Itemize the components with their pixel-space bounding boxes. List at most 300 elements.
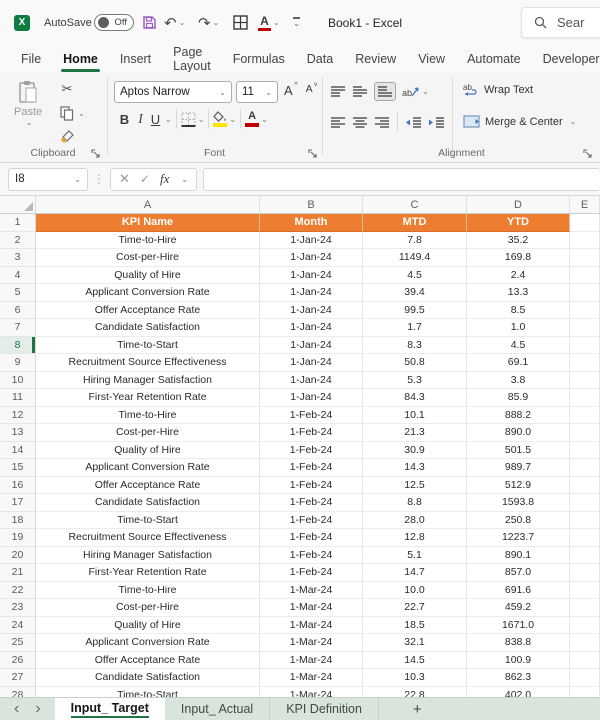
font-color-dropdown-icon2[interactable]: ⌄ [261, 114, 268, 124]
row-header-24[interactable]: 24 [0, 617, 36, 635]
redo-button[interactable] [198, 0, 219, 45]
ribbon-tab-review[interactable]: Review [355, 51, 397, 66]
row-header-9[interactable]: 9 [0, 354, 36, 372]
row-header-23[interactable]: 23 [0, 599, 36, 617]
alignment-dialog-launcher[interactable] [583, 149, 592, 158]
align-middle-button[interactable] [352, 85, 368, 98]
ribbon-tab-developer[interactable]: Developer [542, 51, 600, 66]
cell-A16[interactable]: Offer Acceptance Rate [36, 477, 260, 495]
row-header-25[interactable]: 25 [0, 634, 36, 652]
customize-toolbar-icon: ⌄ [293, 18, 300, 28]
cell-E13[interactable] [570, 424, 600, 442]
cell-B25[interactable]: 1-Mar-24 [260, 634, 363, 652]
cell-C22[interactable]: 10.0 [363, 582, 467, 600]
cell-A13[interactable]: Cost-per-Hire [36, 424, 260, 442]
font-name-select[interactable] [114, 81, 232, 103]
toggle-knob-icon [98, 17, 109, 28]
align-bottom-button[interactable] [374, 82, 396, 101]
cell-D15[interactable]: 989.7 [467, 459, 570, 477]
column-header-D[interactable]: D [467, 196, 570, 213]
cell-E4[interactable] [570, 267, 600, 285]
row-header-4[interactable]: 4 [0, 267, 36, 285]
cell-E17[interactable] [570, 494, 600, 512]
cell-A15[interactable]: Applicant Conversion Rate [36, 459, 260, 477]
row-header-5[interactable]: 5 [0, 284, 36, 302]
sheet-row-6 [0, 302, 600, 320]
redo-icon: ↷ [198, 14, 211, 32]
cell-B24[interactable]: 1-Mar-24 [260, 617, 363, 635]
cell-A17[interactable]: Candidate Satisfaction [36, 494, 260, 512]
cell-C26[interactable]: 14.5 [363, 652, 467, 670]
cell-B12[interactable]: 1-Feb-24 [260, 407, 363, 425]
sheet-row-5 [0, 284, 600, 302]
cell-D1[interactable]: YTD [467, 214, 570, 232]
cell-D11[interactable]: 85.9 [467, 389, 570, 407]
paste-button[interactable] [14, 80, 42, 127]
cell-C5[interactable]: 39.4 [363, 284, 467, 302]
row-header-13[interactable]: 13 [0, 424, 36, 442]
ribbon-tab-file[interactable]: File [21, 51, 42, 66]
sheet-row-14 [0, 442, 600, 460]
row-header-2[interactable]: 2 [0, 232, 36, 250]
select-all-corner[interactable] [0, 196, 36, 213]
cell-A7[interactable]: Candidate Satisfaction [36, 319, 260, 337]
font-group [108, 72, 321, 162]
format-painter-button[interactable] [58, 128, 76, 146]
cell-D20[interactable]: 890.1 [467, 547, 570, 565]
search-input[interactable] [521, 7, 600, 38]
fx-dropdown-icon[interactable]: ⌄ [181, 174, 189, 184]
cell-B2[interactable]: 1-Jan-24 [260, 232, 363, 250]
cell-D18[interactable]: 250.8 [467, 512, 570, 530]
row-header-10[interactable]: 10 [0, 372, 36, 390]
row-header-22[interactable]: 22 [0, 582, 36, 600]
borders-grid-icon [233, 15, 248, 30]
cell-B15[interactable]: 1-Feb-24 [260, 459, 363, 477]
cell-A14[interactable]: Quality of Hire [36, 442, 260, 460]
ribbon-tab-automate[interactable]: Automate [467, 51, 521, 66]
sheet-tab-kpi-definition[interactable]: KPI Definition [270, 698, 379, 720]
cell-E15[interactable] [570, 459, 600, 477]
next-sheet-icon[interactable]: › [35, 700, 41, 717]
borders-quick-button[interactable] [233, 0, 248, 45]
cell-C4[interactable]: 4.5 [363, 267, 467, 285]
cell-D28[interactable]: 402.0 [467, 687, 570, 698]
cell-B26[interactable]: 1-Mar-24 [260, 652, 363, 670]
align-center-button[interactable] [352, 116, 368, 129]
fill-color-icon [213, 111, 227, 122]
column-headers [0, 196, 600, 214]
autosave-state: Off [114, 17, 127, 28]
font-color-quick-button[interactable] [258, 0, 280, 45]
orientation-button[interactable] [402, 84, 429, 99]
cell-B19[interactable]: 1-Feb-24 [260, 529, 363, 547]
cell-D4[interactable]: 2.4 [467, 267, 570, 285]
font-size-value: 11 [242, 86, 254, 98]
alignment-group [323, 72, 600, 162]
cell-E28[interactable] [570, 687, 600, 698]
cut-button[interactable]: ✂ [61, 81, 73, 96]
cell-A3[interactable]: Cost-per-Hire [36, 249, 260, 267]
font-color-dropdown-icon[interactable]: ⌄ [273, 18, 280, 27]
cell-D10[interactable]: 3.8 [467, 372, 570, 390]
alignment-group-label: Alignment [438, 147, 485, 159]
ribbon [0, 72, 600, 163]
font-color-icon: A [258, 15, 271, 31]
cell-C14[interactable]: 30.9 [363, 442, 467, 460]
ribbon-tab-formulas[interactable]: Formulas [232, 51, 285, 66]
cell-C25[interactable]: 32.1 [363, 634, 467, 652]
row-header-12[interactable]: 12 [0, 407, 36, 425]
save-button[interactable] [142, 0, 157, 45]
cell-C2[interactable]: 7.8 [363, 232, 467, 250]
cell-C10[interactable]: 5.3 [363, 372, 467, 390]
cell-E14[interactable] [570, 442, 600, 460]
formula-bar-handle-icon[interactable]: ⋮ [93, 172, 105, 186]
paste-dropdown-icon[interactable]: ⌄ [25, 118, 33, 127]
cell-C16[interactable]: 12.5 [363, 477, 467, 495]
cell-E11[interactable] [570, 389, 600, 407]
ribbon-tab-view[interactable]: View [418, 51, 446, 66]
undo-button[interactable] [164, 0, 185, 45]
row-header-17[interactable]: 17 [0, 494, 36, 512]
cell-E10[interactable] [570, 372, 600, 390]
cell-E19[interactable] [570, 529, 600, 547]
paste-label: Paste [14, 106, 43, 118]
bold-button[interactable]: B [119, 111, 130, 127]
fill-color-dropdown-icon[interactable]: ⌄ [229, 114, 237, 124]
formula-bar [0, 163, 600, 196]
cell-C23[interactable]: 22.7 [363, 599, 467, 617]
font-size-select[interactable] [236, 81, 278, 103]
cell-B7[interactable]: 1-Jan-24 [260, 319, 363, 337]
cell-D17[interactable]: 1593.8 [467, 494, 570, 512]
cell-E27[interactable] [570, 669, 600, 687]
increase-indent-button[interactable] [428, 116, 445, 129]
row-header-20[interactable]: 20 [0, 547, 36, 565]
cell-A22[interactable]: Time-to-Hire [36, 582, 260, 600]
cell-C20[interactable]: 5.1 [363, 547, 467, 565]
clipboard-group-label: Clipboard [30, 147, 76, 159]
name-box[interactable] [8, 168, 88, 191]
cell-D6[interactable]: 8.5 [467, 302, 570, 320]
cell-D9[interactable]: 69.1 [467, 354, 570, 372]
cell-B17[interactable]: 1-Feb-24 [260, 494, 363, 512]
borders-dropdown-icon[interactable]: ⌄ [197, 114, 205, 124]
decrease-font-button[interactable]: A ˅ [305, 82, 318, 95]
align-right-button[interactable] [374, 116, 390, 129]
cell-D22[interactable]: 691.6 [467, 582, 570, 600]
cell-E24[interactable] [570, 617, 600, 635]
cell-E9[interactable] [570, 354, 600, 372]
cell-A1[interactable]: KPI Name [36, 214, 260, 232]
sheet-row-12 [0, 407, 600, 425]
cell-B3[interactable]: 1-Jan-24 [260, 249, 363, 267]
sheet-row-8 [0, 337, 600, 355]
align-top-button[interactable] [330, 85, 346, 98]
cell-E20[interactable] [570, 547, 600, 565]
font-name-value: Aptos Narrow [120, 86, 190, 98]
sheet-row-9 [0, 354, 600, 372]
fill-color-button[interactable] [213, 111, 227, 127]
copy-dropdown-icon[interactable]: ⌄ [78, 108, 85, 118]
save-icon [142, 15, 157, 30]
cell-D25[interactable]: 838.8 [467, 634, 570, 652]
font-size-dropdown-icon[interactable]: ⌄ [265, 87, 272, 97]
row-header-8[interactable]: 8 [0, 337, 36, 355]
ribbon-tabs [0, 45, 600, 72]
row-header-11[interactable]: 11 [0, 389, 36, 407]
sheet-row-15 [0, 459, 600, 477]
increase-font-button[interactable]: A ^ [284, 82, 298, 98]
clipboard-dialog-launcher[interactable] [91, 149, 100, 158]
sheet-row-28 [0, 687, 600, 698]
cell-A19[interactable]: Recruitment Source Effectiveness [36, 529, 260, 547]
cell-C17[interactable]: 8.8 [363, 494, 467, 512]
merge-center-icon [463, 115, 480, 128]
cell-B6[interactable]: 1-Jan-24 [260, 302, 363, 320]
sheet-row-16 [0, 477, 600, 495]
merge-center-button[interactable] [463, 115, 576, 128]
font-color-button[interactable] [245, 111, 259, 127]
sheet-row-22 [0, 582, 600, 600]
clipboard-group [0, 72, 106, 162]
cell-B21[interactable]: 1-Feb-24 [260, 564, 363, 582]
italic-button[interactable]: I [138, 111, 143, 126]
sheet-tab-input-actual[interactable]: Input_ Actual [165, 698, 270, 720]
cell-B16[interactable]: 1-Feb-24 [260, 477, 363, 495]
cell-E2[interactable] [570, 232, 600, 250]
font-dialog-launcher[interactable] [308, 149, 317, 158]
cell-D7[interactable]: 1.0 [467, 319, 570, 337]
row-header-26[interactable]: 26 [0, 652, 36, 670]
cell-D23[interactable]: 459.2 [467, 599, 570, 617]
copy-icon [60, 106, 74, 121]
cell-A26[interactable]: Offer Acceptance Rate [36, 652, 260, 670]
name-box-value: I8 [15, 173, 25, 185]
copy-button[interactable] [58, 104, 76, 122]
cell-B14[interactable]: 1-Feb-24 [260, 442, 363, 460]
cell-B22[interactable]: 1-Mar-24 [260, 582, 363, 600]
cell-A4[interactable]: Quality of Hire [36, 267, 260, 285]
cell-A27[interactable]: Candidate Satisfaction [36, 669, 260, 687]
underline-dropdown-icon[interactable]: ⌄ [165, 114, 172, 124]
cell-A10[interactable]: Hiring Manager Satisfaction [36, 372, 260, 390]
cell-E18[interactable] [570, 512, 600, 530]
sheet-row-4 [0, 267, 600, 285]
cell-C3[interactable]: 1149.4 [363, 249, 467, 267]
row-header-18[interactable]: 18 [0, 512, 36, 530]
cell-B1[interactable]: Month [260, 214, 363, 232]
cell-B20[interactable]: 1-Feb-24 [260, 547, 363, 565]
cell-D5[interactable]: 13.3 [467, 284, 570, 302]
underline-button[interactable]: U [150, 111, 161, 127]
align-left-button[interactable] [330, 116, 346, 129]
cell-C21[interactable]: 14.7 [363, 564, 467, 582]
cell-C28[interactable]: 22.8 [363, 687, 467, 698]
cell-C8[interactable]: 8.3 [363, 337, 467, 355]
cell-C13[interactable]: 21.3 [363, 424, 467, 442]
confirm-entry-icon[interactable]: ✓ [139, 172, 150, 186]
cell-E6[interactable] [570, 302, 600, 320]
merge-center-dropdown-icon[interactable]: ⌄ [569, 117, 577, 126]
row-header-1[interactable]: 1 [0, 214, 36, 232]
cell-E5[interactable] [570, 284, 600, 302]
sheet-row-13 [0, 424, 600, 442]
column-header-B[interactable]: B [260, 196, 363, 213]
cell-C24[interactable]: 18.5 [363, 617, 467, 635]
cell-C18[interactable]: 28.0 [363, 512, 467, 530]
cell-B10[interactable]: 1-Jan-24 [260, 372, 363, 390]
cell-E8[interactable] [570, 337, 600, 355]
autosave-toggle[interactable] [94, 0, 134, 45]
cell-C15[interactable]: 14.3 [363, 459, 467, 477]
search-text: Sear [557, 15, 585, 30]
ribbon-tab-data[interactable]: Data [306, 51, 334, 66]
cell-C1[interactable]: MTD [363, 214, 467, 232]
cell-A23[interactable]: Cost-per-Hire [36, 599, 260, 617]
row-header-19[interactable]: 19 [0, 529, 36, 547]
cell-B13[interactable]: 1-Feb-24 [260, 424, 363, 442]
cell-E16[interactable] [570, 477, 600, 495]
cell-B11[interactable]: 1-Jan-24 [260, 389, 363, 407]
column-header-A[interactable]: A [36, 196, 260, 213]
cell-D21[interactable]: 857.0 [467, 564, 570, 582]
cell-A5[interactable]: Applicant Conversion Rate [36, 284, 260, 302]
font-name-dropdown-icon[interactable]: ⌄ [219, 87, 226, 97]
cell-B27[interactable]: 1-Mar-24 [260, 669, 363, 687]
cell-C27[interactable]: 10.3 [363, 669, 467, 687]
sheet-grid [0, 196, 600, 697]
cell-A24[interactable]: Quality of Hire [36, 617, 260, 635]
orientation-icon [402, 84, 420, 99]
cell-C6[interactable]: 99.5 [363, 302, 467, 320]
cell-E22[interactable] [570, 582, 600, 600]
excel-logo-icon[interactable]: X [14, 0, 30, 45]
sheet-row-24 [0, 617, 600, 635]
cell-A18[interactable]: Time-to-Start [36, 512, 260, 530]
row-header-21[interactable]: 21 [0, 564, 36, 582]
cell-C9[interactable]: 50.8 [363, 354, 467, 372]
cell-A9[interactable]: Recruitment Source Effectiveness [36, 354, 260, 372]
wrap-text-button[interactable] [463, 83, 533, 97]
sheet-tab-list [55, 698, 379, 720]
ribbon-tab-page-layout[interactable]: Page Layout [173, 44, 211, 73]
cell-D14[interactable]: 501.5 [467, 442, 570, 460]
cell-D8[interactable]: 4.5 [467, 337, 570, 355]
decrease-indent-button[interactable] [405, 116, 422, 129]
cell-A25[interactable]: Applicant Conversion Rate [36, 634, 260, 652]
cell-B4[interactable]: 1-Jan-24 [260, 267, 363, 285]
row-header-3[interactable]: 3 [0, 249, 36, 267]
cell-E23[interactable] [570, 599, 600, 617]
cell-E26[interactable] [570, 652, 600, 670]
sheet-row-23 [0, 599, 600, 617]
row-header-16[interactable]: 16 [0, 477, 36, 495]
name-box-dropdown-icon[interactable]: ⌄ [74, 174, 81, 184]
cell-B28[interactable]: 1-Mar-24 [260, 687, 363, 698]
cell-B23[interactable]: 1-Mar-24 [260, 599, 363, 617]
cell-D24[interactable]: 1671.0 [467, 617, 570, 635]
sheet-row-11 [0, 389, 600, 407]
cell-B8[interactable]: 1-Jan-24 [260, 337, 363, 355]
undo-dropdown-icon[interactable]: ⌄ [178, 18, 186, 27]
redo-dropdown-icon[interactable]: ⌄ [212, 18, 220, 27]
cell-C7[interactable]: 1.7 [363, 319, 467, 337]
sheet-row-20 [0, 547, 600, 565]
cell-E3[interactable] [570, 249, 600, 267]
merge-center-label: Merge & Center [485, 115, 563, 128]
orientation-dropdown-icon[interactable]: ⌄ [422, 87, 429, 96]
formula-input[interactable] [203, 168, 600, 191]
prev-sheet-icon[interactable]: ‹ [14, 700, 20, 717]
row-header-15[interactable]: 15 [0, 459, 36, 477]
row-header-7[interactable]: 7 [0, 319, 36, 337]
cell-C19[interactable]: 12.8 [363, 529, 467, 547]
insert-function-icon[interactable]: fx [159, 171, 170, 186]
cell-C11[interactable]: 84.3 [363, 389, 467, 407]
cell-A12[interactable]: Time-to-Hire [36, 407, 260, 425]
cell-D16[interactable]: 512.9 [467, 477, 570, 495]
format-painter-icon [60, 130, 75, 144]
cell-A21[interactable]: First-Year Retention Rate [36, 564, 260, 582]
cell-D19[interactable]: 1223.7 [467, 529, 570, 547]
cell-D26[interactable]: 100.9 [467, 652, 570, 670]
borders-button[interactable] [181, 112, 196, 127]
row-header-6[interactable]: 6 [0, 302, 36, 320]
cell-A20[interactable]: Hiring Manager Satisfaction [36, 547, 260, 565]
ribbon-tab-home[interactable]: Home [52, 45, 109, 72]
cell-B5[interactable]: 1-Jan-24 [260, 284, 363, 302]
sheet-tab-input-target[interactable]: Input_ Target [55, 698, 165, 720]
cell-E1[interactable] [570, 214, 600, 232]
undo-icon: ↶ [164, 14, 177, 32]
cell-B9[interactable]: 1-Jan-24 [260, 354, 363, 372]
cell-D3[interactable]: 169.8 [467, 249, 570, 267]
column-header-E[interactable]: E [570, 196, 600, 213]
cell-E12[interactable] [570, 407, 600, 425]
sheet-row-2 [0, 232, 600, 250]
row-header-14[interactable]: 14 [0, 442, 36, 460]
title-bar [0, 0, 600, 45]
row-header-27[interactable]: 27 [0, 669, 36, 687]
cell-E21[interactable] [570, 564, 600, 582]
sheet-row-10 [0, 372, 600, 390]
cell-D12[interactable]: 888.2 [467, 407, 570, 425]
cell-A28[interactable]: Time-to-Start [36, 687, 260, 698]
cell-D27[interactable]: 862.3 [467, 669, 570, 687]
sheet-row-3 [0, 249, 600, 267]
customize-toolbar-button[interactable] [293, 0, 300, 45]
cell-E7[interactable] [570, 319, 600, 337]
cell-E25[interactable] [570, 634, 600, 652]
cell-A2[interactable]: Time-to-Hire [36, 232, 260, 250]
cell-B18[interactable]: 1-Feb-24 [260, 512, 363, 530]
cell-A11[interactable]: First-Year Retention Rate [36, 389, 260, 407]
ribbon-tab-insert[interactable]: Insert [119, 51, 152, 66]
paste-icon [18, 80, 38, 104]
column-header-C[interactable]: C [363, 196, 467, 213]
cancel-entry-icon[interactable]: ✕ [119, 171, 130, 186]
cell-A8[interactable]: Time-to-Start [36, 337, 260, 355]
row-header-28[interactable]: 28 [0, 687, 36, 698]
cell-D2[interactable]: 35.2 [467, 232, 570, 250]
cell-C12[interactable]: 10.1 [363, 407, 467, 425]
add-sheet-button[interactable]: + [412, 700, 422, 718]
cell-D13[interactable]: 890.0 [467, 424, 570, 442]
cell-A6[interactable]: Offer Acceptance Rate [36, 302, 260, 320]
sheet-tab-bar [0, 697, 600, 720]
